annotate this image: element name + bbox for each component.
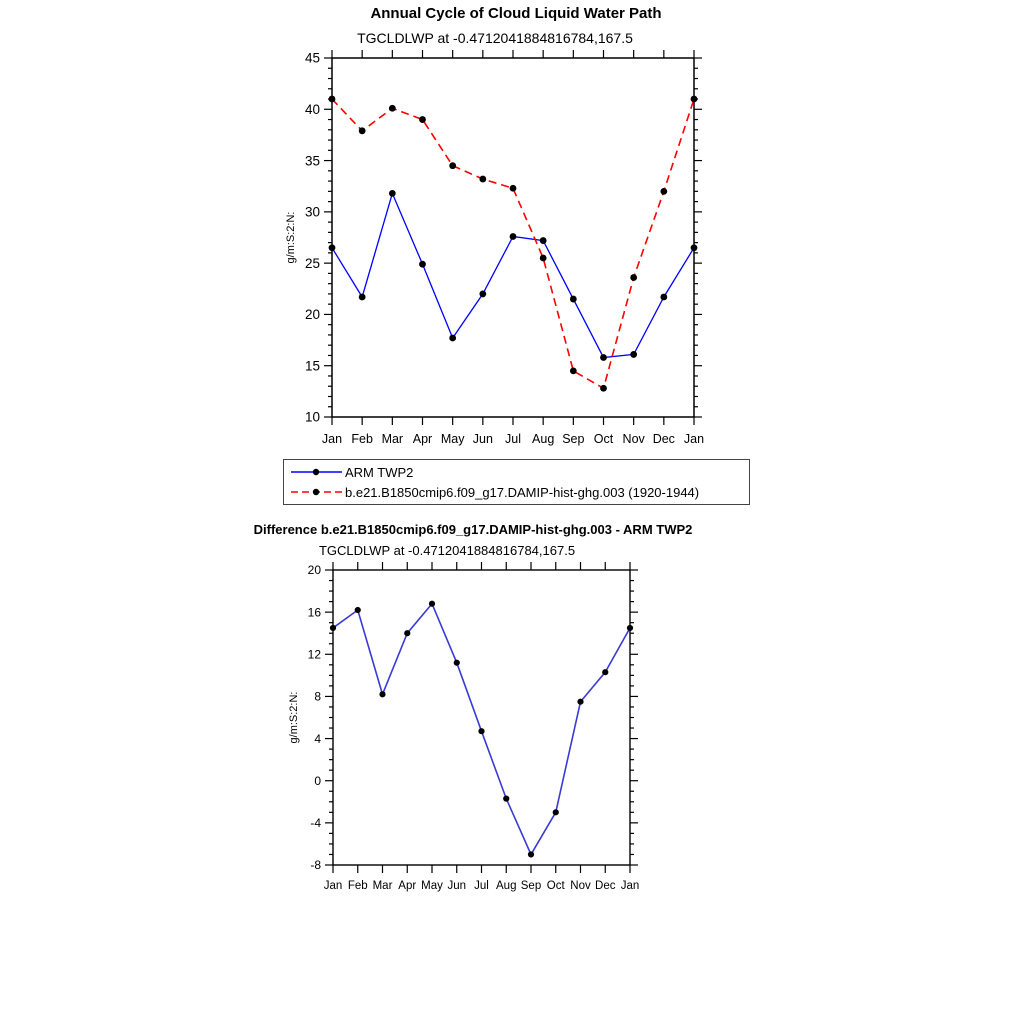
x-tick-label: Feb [347,880,368,892]
data-point [329,244,336,251]
data-point [379,691,385,697]
data-point [404,630,410,636]
y-tick-label: 20 [304,307,320,323]
y-tick-label: -8 [310,858,321,873]
y-tick-label: 16 [307,605,321,620]
legend-box [283,459,750,505]
x-tick-label: Jun [447,880,467,892]
x-tick-label: Sep [520,880,542,892]
data-point [449,162,456,169]
y-tick-label: 45 [304,50,320,66]
data-point [630,351,637,358]
data-point [449,335,456,342]
chart-annual-cycle [285,50,704,446]
data-point [540,255,547,262]
y-tick-label: 15 [304,358,320,374]
data-point [510,185,517,192]
data-point [602,669,608,675]
x-tick-label: Dec [595,880,616,892]
chart2-subtitle: TGCLDLWP at -0.4712041884816784,167.5 [318,543,576,558]
x-tick-label: Dec [652,432,675,446]
legend-label: b.e21.B1850cmip6.f09_g17.DAMIP-hist-ghg.003 (1920-1944) [345,484,700,500]
data-point [660,188,667,195]
y-tick-label: 20 [307,563,321,578]
y-axis-title: g/m:S:2:N: [288,691,300,744]
series-2 [329,96,698,392]
data-point [540,237,547,244]
data-point [329,96,336,103]
x-tick-label: Oct [546,880,565,892]
legend-line-sample-red-dashed [289,485,345,499]
y-tick-label: 25 [304,255,320,271]
x-tick-label: Mar [372,880,393,892]
y-tick-label: 35 [304,153,320,169]
data-point [389,190,396,197]
y-axis [305,51,702,425]
y-tick-label: 0 [314,773,321,788]
plot-frame [333,570,630,865]
x-tick-label: Jan [683,432,705,446]
x-tick-label: Apr [398,880,417,892]
chart1-title: Annual Cycle of Cloud Liquid Water Path [370,5,662,22]
y-axis-title: g/m:S:2:N: [285,211,297,264]
data-point [570,367,577,374]
x-tick-label: Aug [496,880,517,892]
chart1-subtitle: TGCLDLWP at -0.4712041884816784,167.5 [357,30,633,46]
y-tick-label: -4 [310,816,321,831]
x-tick-label: Jan [323,880,343,892]
series-line [332,99,694,388]
data-point [577,699,583,705]
data-point [600,354,607,361]
x-axis [324,562,640,892]
data-point [355,607,361,613]
x-tick-label: Jul [474,880,489,892]
data-point [553,809,559,815]
x-tick-label: Sep [562,432,585,446]
data-point [359,294,366,301]
x-tick-label: Jan [321,432,343,446]
series-line [332,193,694,357]
data-point [600,385,607,392]
y-tick-label: 30 [304,204,320,220]
x-tick-label: Apr [412,432,433,446]
x-tick-label: Jan [620,880,640,892]
x-tick-label: Oct [593,432,614,446]
data-point [630,274,637,281]
x-axis [322,50,704,446]
data-point [691,96,698,103]
x-tick-label: Nov [570,880,591,892]
data-point [528,851,534,857]
data-point [429,601,435,607]
y-tick-label: 8 [314,689,321,704]
data-point [359,127,366,134]
y-tick-label: 12 [307,647,321,662]
data-point [660,294,667,301]
y-tick-label: 10 [304,409,320,425]
chart-difference [288,562,639,892]
data-point [570,296,577,303]
x-tick-label: May [421,880,443,892]
legend-label: ARM TWP2 [345,464,414,480]
x-tick-label: Feb [351,432,373,446]
y-tick-label: 4 [314,731,321,746]
legend-line-sample-blue-solid [289,465,345,479]
data-point [389,105,396,112]
data-point [419,261,426,268]
x-tick-label: Jun [472,432,493,446]
data-point [479,176,486,183]
legend-marker [313,469,319,475]
legend-marker [313,489,319,495]
series-1 [329,190,698,361]
data-point [627,625,633,631]
data-point [330,625,336,631]
legend-item-arm-twp2 [289,463,749,482]
series-1 [330,601,633,858]
x-tick-label: Nov [622,432,645,446]
x-tick-label: Jul [505,432,521,446]
data-point [419,116,426,123]
x-tick-label: Aug [532,432,555,446]
x-tick-label: Mar [381,432,404,446]
chart2-title: Difference b.e21.B1850cmip6.f09_g17.DAMIP-hist-ghg.003 - ARM TWP2 [253,522,693,537]
y-tick-label: 40 [304,102,320,118]
data-point [479,291,486,298]
data-point [691,244,698,251]
x-tick-label: May [440,432,465,446]
data-point [510,233,517,240]
legend-item-model-run [289,483,749,502]
data-point [454,660,460,666]
data-point [478,728,484,734]
data-point [503,796,509,802]
